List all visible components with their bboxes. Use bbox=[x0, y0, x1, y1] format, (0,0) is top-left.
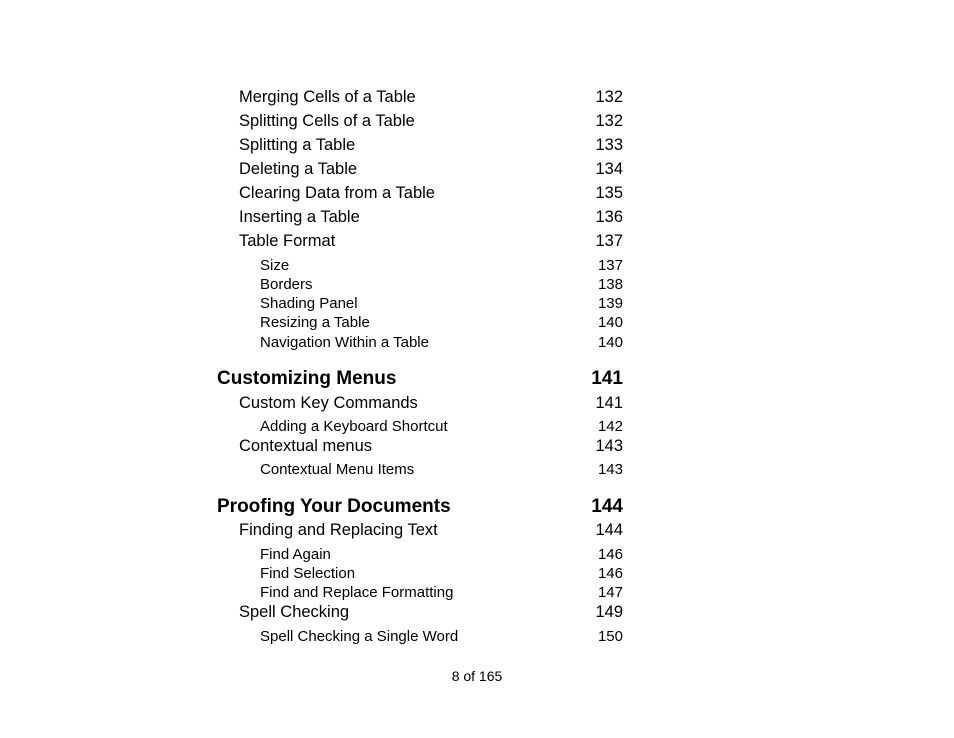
toc-entry-page-number: 137 bbox=[595, 232, 623, 250]
toc-entry-page-number: 132 bbox=[595, 88, 623, 106]
toc-chapter-row[interactable] bbox=[0, 369, 954, 391]
toc-entry-title: Adding a Keyboard Shortcut bbox=[260, 418, 448, 435]
toc-entry-page-number: 147 bbox=[597, 584, 623, 601]
toc-section-row[interactable] bbox=[0, 438, 954, 460]
toc-section-row[interactable] bbox=[0, 137, 954, 159]
toc-entry-page-number: 143 bbox=[595, 437, 623, 455]
toc-entry-title: Shading Panel bbox=[260, 295, 358, 312]
page-indicator: 8 of 165 bbox=[451, 668, 503, 684]
toc-entry-title: Inserting a Table bbox=[239, 208, 360, 226]
toc-section-row[interactable] bbox=[0, 185, 954, 207]
toc-entry-page-number: 136 bbox=[595, 208, 623, 226]
toc-entry-title: Clearing Data from a Table bbox=[239, 184, 435, 202]
toc-entry-title: Merging Cells of a Table bbox=[239, 88, 416, 106]
toc-section-row[interactable] bbox=[0, 233, 954, 255]
toc-entry-title: Splitting Cells of a Table bbox=[239, 112, 415, 130]
toc-entry-page-number: 140 bbox=[597, 334, 623, 351]
toc-entry-title: Resizing a Table bbox=[260, 314, 370, 331]
toc-entry-page-number: 141 bbox=[591, 368, 623, 389]
toc-section-row[interactable] bbox=[0, 89, 954, 111]
toc-entry-page-number: 138 bbox=[597, 276, 623, 293]
toc-entry-page-number: 142 bbox=[597, 418, 623, 435]
toc-entry-page-number: 137 bbox=[597, 257, 623, 274]
toc-entry-page-number: 149 bbox=[595, 603, 623, 621]
toc-section-row[interactable] bbox=[0, 161, 954, 183]
toc-entry-title: Proofing Your Documents bbox=[217, 496, 451, 517]
toc-entry-page-number: 146 bbox=[597, 565, 623, 582]
toc-entry-title: Contextual menus bbox=[239, 437, 372, 455]
toc-entry-title: Custom Key Commands bbox=[239, 394, 418, 412]
toc-entry-title: Splitting a Table bbox=[239, 136, 356, 154]
toc-entry-page-number: 135 bbox=[595, 184, 623, 202]
toc-entry-page-number: 141 bbox=[595, 394, 623, 412]
toc-section-row[interactable] bbox=[0, 604, 954, 626]
toc-entry-page-number: 150 bbox=[597, 628, 623, 645]
toc-entry-page-number: 144 bbox=[595, 521, 623, 539]
toc-section-row[interactable] bbox=[0, 395, 954, 417]
toc-entry-title: Navigation Within a Table bbox=[260, 334, 429, 351]
toc-entry-title: Find Selection bbox=[260, 565, 356, 582]
toc-entry-page-number: 139 bbox=[597, 295, 623, 312]
toc-subsection-row[interactable] bbox=[0, 462, 954, 484]
toc-entry-title: Spell Checking a Single Word bbox=[260, 628, 459, 645]
toc-entry-title: Customizing Menus bbox=[217, 368, 397, 389]
toc-entry-page-number: 146 bbox=[597, 546, 623, 563]
toc-section-row[interactable] bbox=[0, 522, 954, 544]
toc-entry-title: Contextual Menu Items bbox=[260, 461, 415, 478]
toc-entry-page-number: 133 bbox=[595, 136, 623, 154]
toc-entry-page-number: 140 bbox=[597, 314, 623, 331]
toc-section-row[interactable] bbox=[0, 209, 954, 231]
toc-entry-title: Find and Replace Formatting bbox=[260, 584, 454, 601]
toc-entry-page-number: 134 bbox=[595, 160, 623, 178]
toc-subsection-row[interactable] bbox=[0, 335, 954, 357]
toc-chapter-row[interactable] bbox=[0, 497, 954, 519]
toc-entry-page-number: 132 bbox=[595, 112, 623, 130]
toc-section-row[interactable] bbox=[0, 113, 954, 135]
toc-entry-title: Deleting a Table bbox=[239, 160, 358, 178]
toc-entry-page-number: 143 bbox=[597, 461, 623, 478]
toc-entry-title: Finding and Replacing Text bbox=[239, 521, 438, 539]
toc-subsection-row[interactable] bbox=[0, 629, 954, 651]
toc-subsection-row[interactable] bbox=[0, 315, 954, 337]
toc-entry-title: Size bbox=[260, 257, 290, 274]
toc-entry-page-number: 144 bbox=[591, 496, 623, 517]
toc-entry-title: Borders bbox=[260, 276, 313, 293]
toc-entry-title: Find Again bbox=[260, 546, 331, 563]
toc-entry-title: Table Format bbox=[239, 232, 336, 250]
toc-entry-title: Spell Checking bbox=[239, 603, 350, 621]
